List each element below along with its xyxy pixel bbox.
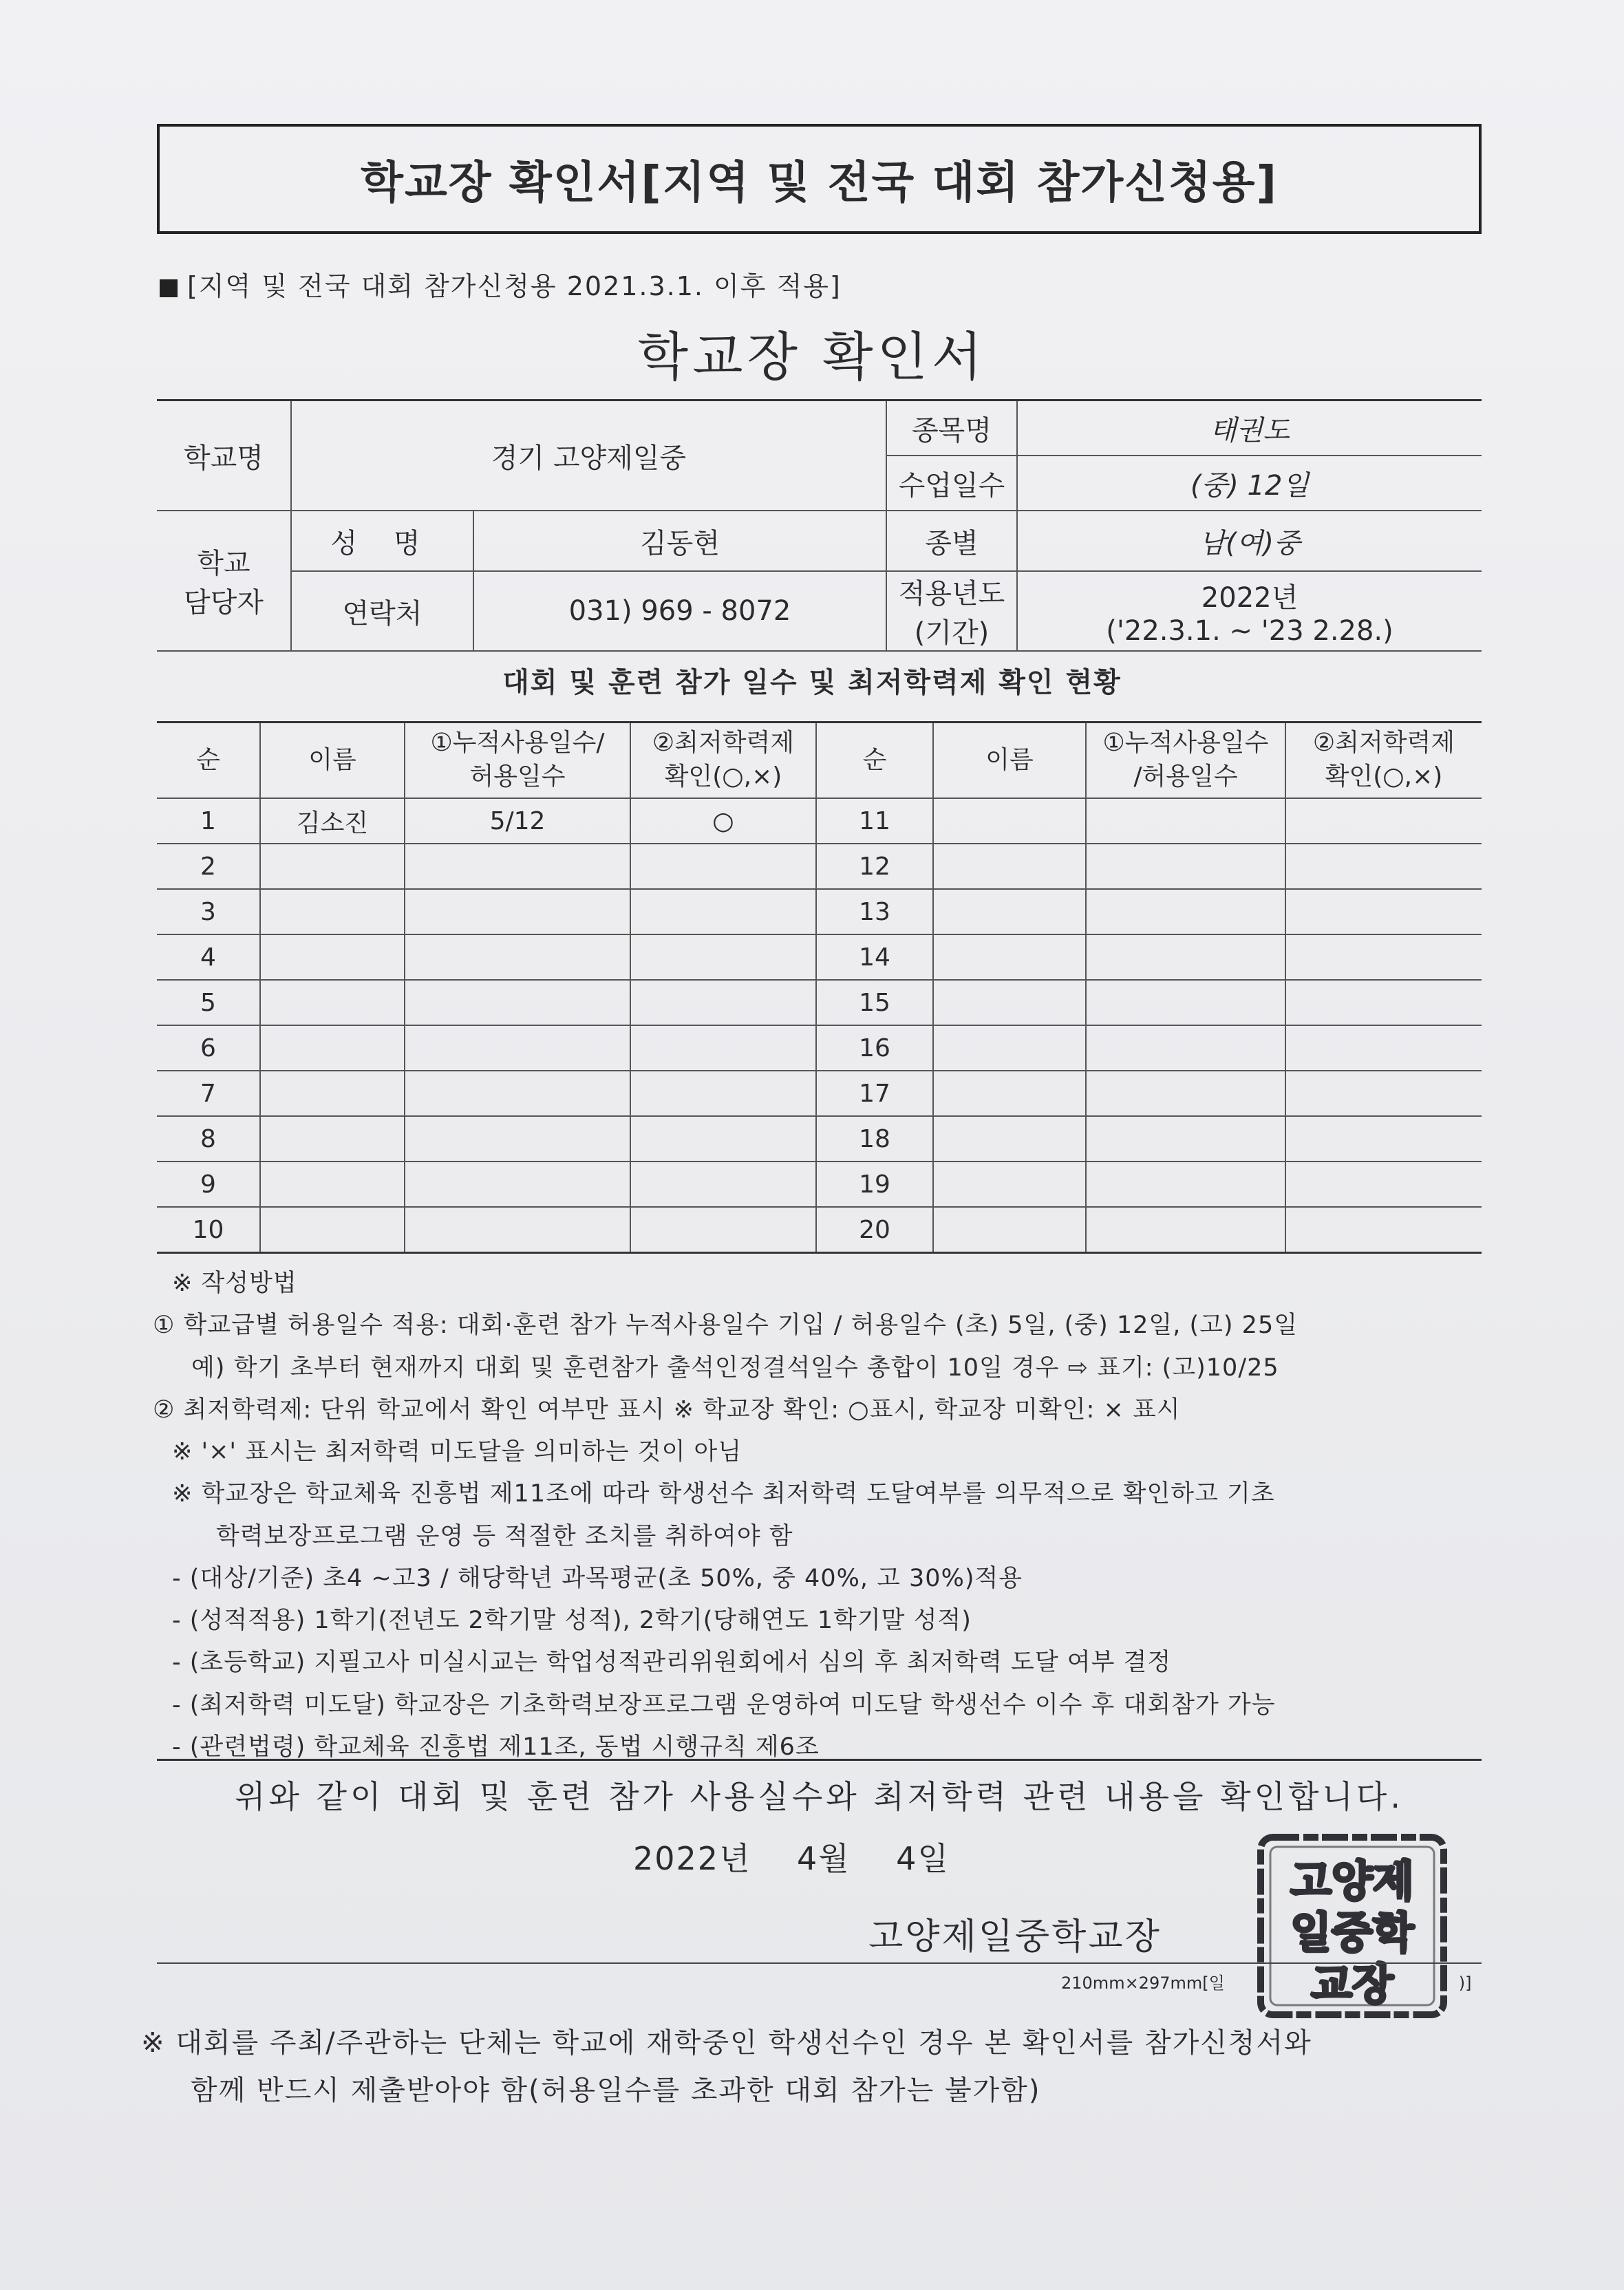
instruction-line: 예) 학기 초부터 현재까지 대회 및 훈련참가 출석인정결석일수 총합이 10일 경우 ⇨ 표기: (고)10/25: [191, 1353, 1279, 1382]
row-no-right: 18: [816, 1116, 933, 1162]
event-label: 종목명: [886, 400, 1017, 456]
row-days-right: [1086, 798, 1285, 844]
row-check: [630, 934, 816, 980]
row-check-right: [1285, 1207, 1482, 1253]
header-days: [405, 723, 630, 799]
name-label: 성 명: [291, 511, 473, 571]
row-days-right: [1086, 1162, 1285, 1207]
row-no-right: 14: [816, 934, 933, 980]
row-name-right: [933, 844, 1086, 889]
instruction-line: - (최저학력 미도달) 학교장은 기초학력보장프로그램 운영하여 미도달 학생선수 이수 후 대회참가 가능: [172, 1691, 1276, 1719]
header-days-right: [1086, 723, 1285, 799]
footnote-line2: 함께 반드시 제출받아야 함(허용일수를 초과한 대회 참가는 불가함): [191, 2074, 1041, 2106]
bottom-rule: [157, 1962, 1482, 1964]
row-days: [405, 1162, 630, 1207]
instruction-line: ※ 학교장은 학교체육 진흥법 제11조에 따라 학생선수 최저학력 도달여부를 의무적으로 확인하고 기초: [172, 1480, 1275, 1508]
row-days-right: [1086, 1025, 1285, 1071]
row-check-right: [1285, 844, 1482, 889]
principal-signature: 고양제일중학교장: [868, 1916, 1162, 1958]
name-value: 김동현: [473, 511, 886, 571]
row-days: [405, 889, 630, 934]
paper-size-text: 210mm×297mm[일: [1061, 1973, 1225, 1993]
days-label: 수업일수: [886, 456, 1017, 511]
row-name: [260, 889, 405, 934]
row-days-right: [1086, 889, 1285, 934]
square-bullet-icon: [160, 279, 178, 297]
row-name-right: [933, 1207, 1086, 1253]
row-name-right: [933, 1162, 1086, 1207]
row-name: [260, 1162, 405, 1207]
instruction-line: ② 최저학력제: 단위 학교에서 확인 여부만 표시 ※ 학교장 확인: ○표시, 학교장 미확인: × 표시: [153, 1395, 1181, 1424]
row-check: ○: [630, 798, 816, 844]
contact-value: 031) 969 - 8072: [473, 571, 886, 651]
header-check-right-line2: 확인(○,×): [1325, 762, 1443, 791]
table-row: [157, 1071, 1482, 1116]
confirmation-statement: 위와 같이 대회 및 훈련 참가 사용실수와 최저학력 관련 내용을 확인합니다.: [157, 1759, 1482, 1817]
row-name-right: [933, 889, 1086, 934]
row-name: [260, 1116, 405, 1162]
subhead: [160, 265, 842, 303]
svg-text:고양제: 고양제: [1290, 1856, 1414, 1906]
row-no: 4: [157, 934, 260, 980]
row-check-right: [1285, 980, 1482, 1025]
row-name-right: [933, 934, 1086, 980]
document-title: 학교장 확인서[지역 및 전국 대회 참가신청용]: [361, 158, 1278, 208]
row-days-right: [1086, 1071, 1285, 1116]
year-label-line2: (기간): [914, 617, 990, 649]
year-label: [886, 571, 1017, 651]
row-check: [630, 889, 816, 934]
row-no-right: 17: [816, 1071, 933, 1116]
row-days: [405, 1207, 630, 1253]
row-days-right: [1086, 980, 1285, 1025]
row-days: [405, 1025, 630, 1071]
row-no: 5: [157, 980, 260, 1025]
manager-label-line2: 담당자: [184, 587, 264, 619]
header-no-right: 순: [816, 723, 933, 799]
row-days-right: [1086, 844, 1285, 889]
row-days-right: [1086, 934, 1285, 980]
row-no: 7: [157, 1071, 260, 1116]
row-name: [260, 1071, 405, 1116]
footnote: [141, 2020, 1490, 2115]
official-seal-icon: [1252, 1830, 1452, 2023]
paper-size-note: 210mm×297mm[일 )]: [1061, 1973, 1472, 1993]
subhead-text: [지역 및 전국 대회 참가신청용 2021.3.1. 이후 적용]: [187, 271, 842, 301]
main-title: 학교장 확인서: [637, 326, 987, 387]
table-row: [157, 934, 1482, 980]
header-days-right-line2: /허용일수: [1133, 762, 1238, 791]
table-row: [157, 1207, 1482, 1253]
header-check-line1: ②최저학력제: [652, 729, 795, 758]
row-check-right: [1285, 1116, 1482, 1162]
row-name: [260, 980, 405, 1025]
row-check-right: [1285, 934, 1482, 980]
header-check-right-line1: ②최저학력제: [1312, 729, 1455, 758]
row-days: [405, 1116, 630, 1162]
table-row: [157, 1116, 1482, 1162]
instructions: [153, 1263, 1481, 1768]
header-check-right: [1285, 723, 1482, 799]
row-name: [260, 934, 405, 980]
row-name-right: [933, 1116, 1086, 1162]
row-check-right: [1285, 1162, 1482, 1207]
header-check-line2: 확인(○,×): [664, 762, 782, 791]
header-check: [630, 723, 816, 799]
row-check: [630, 980, 816, 1025]
row-no-right: 12: [816, 844, 933, 889]
days-value: (중) 12일: [1017, 456, 1482, 511]
row-check: [630, 1162, 816, 1207]
gender-label: 종별: [886, 511, 1017, 571]
row-no-right: 13: [816, 889, 933, 934]
row-name: [260, 1025, 405, 1071]
contact-label: 연락처: [291, 571, 473, 651]
row-name: [260, 844, 405, 889]
row-check: [630, 844, 816, 889]
row-no: 8: [157, 1116, 260, 1162]
instructions-heading: ※ 작성방법: [172, 1270, 297, 1297]
gender-value: 남(여)중: [1017, 511, 1482, 571]
row-no: 10: [157, 1207, 260, 1253]
row-check: [630, 1116, 816, 1162]
row-days: [405, 844, 630, 889]
row-no-right: 16: [816, 1025, 933, 1071]
row-check: [630, 1025, 816, 1071]
row-no-right: 20: [816, 1207, 933, 1253]
year-value: [1017, 571, 1482, 651]
header-days-line2: 허용일수: [469, 762, 566, 791]
instruction-line: - (성적적용) 1학기(전년도 2학기말 성적), 2학기(당해연도 1학기말 성적): [172, 1607, 972, 1634]
manager-label-line1: 학교: [197, 548, 250, 579]
event-value: 태권도: [1017, 400, 1482, 456]
table-row: [157, 1025, 1482, 1071]
row-no-right: 11: [816, 798, 933, 844]
row-no: 2: [157, 844, 260, 889]
table-row: [157, 1162, 1482, 1207]
school-value: 경기 고양제일중: [291, 400, 886, 511]
row-days-right: [1086, 1207, 1285, 1253]
header-days-right-line1: ①누적사용일수: [1102, 729, 1269, 758]
row-name: [260, 1207, 405, 1253]
year-value-line2: ('22.3.1. ~ '23 2.28.): [1106, 614, 1393, 647]
svg-text:일중학: 일중학: [1290, 1907, 1414, 1958]
instruction-line: - (초등학교) 지필고사 미실시교는 학업성적관리위원회에서 심의 후 최저학력 도달 여부 결정: [172, 1649, 1172, 1677]
participation-table: [157, 721, 1482, 1254]
document-title-box: [157, 124, 1482, 234]
row-name-right: [933, 798, 1086, 844]
row-days: [405, 934, 630, 980]
row-days: [405, 980, 630, 1025]
info-table: [157, 399, 1482, 652]
manager-label: [157, 511, 291, 651]
issue-date: 2022년 4월 4일: [633, 1840, 950, 1877]
row-check-right: [1285, 889, 1482, 934]
row-check-right: [1285, 798, 1482, 844]
row-name-right: [933, 980, 1086, 1025]
header-name-right: 이름: [933, 723, 1086, 799]
svg-text:교장: 교장: [1311, 1959, 1393, 2009]
instruction-line: ※ '×' 표시는 최저학력 미도달을 의미하는 것이 아님: [172, 1438, 742, 1466]
table-row: [157, 798, 1482, 844]
row-check-right: [1285, 1071, 1482, 1116]
table-row: [157, 889, 1482, 934]
year-value-line1: 2022년: [1201, 581, 1299, 614]
row-check-right: [1285, 1025, 1482, 1071]
row-no: 1: [157, 798, 260, 844]
row-no-right: 19: [816, 1162, 933, 1207]
instruction-line: ① 학교급별 허용일수 적용: 대회·훈련 참가 누적사용일수 기입 / 허용일수 (초) 5일, (중) 12일, (고) 25일: [153, 1312, 1299, 1340]
section-title: 대회 및 훈련 참가 일수 및 최저학력제 확인 현황: [502, 667, 1122, 698]
footnote-line1: ※ 대회를 주최/주관하는 단체는 학교에 재학중인 학생선수인 경우 본 확인서를 참가신청서와: [141, 2027, 1312, 2059]
row-no: 6: [157, 1025, 260, 1071]
row-name-right: [933, 1025, 1086, 1071]
instruction-line: - (대상/기준) 초4 ~고3 / 해당학년 과목평균(초 50%, 중 40%, 고 30%)적용: [172, 1564, 1023, 1592]
row-no: 3: [157, 889, 260, 934]
row-no: 9: [157, 1162, 260, 1207]
header-no: 순: [157, 723, 260, 799]
row-days-right: [1086, 1116, 1285, 1162]
row-check: [630, 1071, 816, 1116]
instruction-line: 학력보장프로그램 운영 등 적절한 조치를 취하여야 함: [216, 1522, 793, 1550]
school-label: 학교명: [157, 400, 291, 511]
instruction-line: - (관련법령) 학교체육 진흥법 제11조, 동법 시행규칙 제6조: [172, 1733, 820, 1761]
row-check: [630, 1207, 816, 1253]
table-row: [157, 980, 1482, 1025]
table-row: [157, 844, 1482, 889]
header-days-line1: ①누적사용일수/: [430, 729, 605, 758]
row-days: 5/12: [405, 798, 630, 844]
row-name-right: [933, 1071, 1086, 1116]
year-label-line1: 적용년도: [898, 578, 1005, 610]
row-days: [405, 1071, 630, 1116]
row-name: 김소진: [260, 798, 405, 844]
header-name: 이름: [260, 723, 405, 799]
row-no-right: 15: [816, 980, 933, 1025]
